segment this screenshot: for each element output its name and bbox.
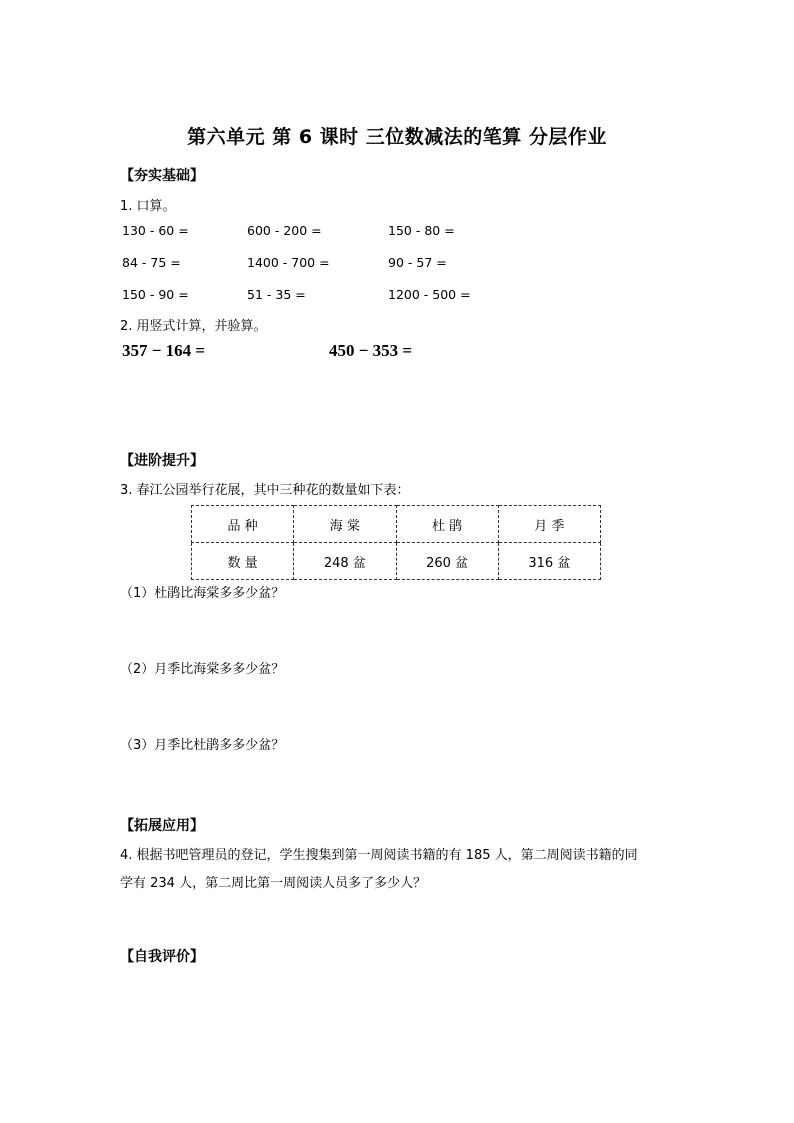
table-cell: 260 盆 [396,543,498,580]
section-basic-heading: 【夯实基础】 [120,168,204,184]
sub-question: （2）月季比海棠多多少盆？ [120,662,285,677]
mental-math-item: 150 - 80 = [388,223,455,238]
mental-math-item: 1400 - 700 = [247,255,330,270]
table-row [192,543,601,580]
sub-question: （1）杜鹃比海棠多多少盆？ [120,586,285,601]
table-cell: 316 盆 [498,543,600,580]
section-extend-heading: 【拓展应用】 [120,818,204,834]
mental-math-item: 90 - 57 = [388,255,447,270]
question-2-label: 2. 用竖式计算，并验算。 [120,319,267,334]
table-cell: 杜 鹃 [396,506,498,543]
mental-math-item: 84 - 75 = [122,255,181,270]
table-cell: 248 盆 [294,543,396,580]
table-cell: 海 棠 [294,506,396,543]
page-title: 第六单元 第 6 课时 三位数减法的笔算 分层作业 [187,126,607,148]
question-4-line: 学有 234 人，第二周比第一周阅读人员多了多少人？ [120,876,427,891]
question-1-label: 1. 口算。 [120,199,176,214]
table-cell: 数 量 [192,543,294,580]
section-advance-heading: 【进阶提升】 [120,453,204,469]
table-header-row [192,506,601,543]
mental-math-item: 150 - 90 = [122,287,189,302]
table-cell: 月 季 [498,506,600,543]
question-3-label: 3. 春江公园举行花展，其中三种花的数量如下表： [120,483,410,498]
vertical-calc-item: 450 − 353 = [329,341,413,360]
table-cell: 品 种 [192,506,294,543]
section-self-eval-heading: 【自我评价】 [120,949,204,965]
vertical-calc-item: 357 − 164 = [122,341,206,360]
mental-math-item: 51 - 35 = [247,287,306,302]
question-4-line: 4. 根据书吧管理员的登记，学生搜集到第一周阅读书籍的有 185 人，第二周阅读书籍的同 [120,848,638,863]
mental-math-item: 1200 - 500 = [388,287,471,302]
sub-question: （3）月季比杜鹃多多少盆？ [120,738,285,753]
flower-count-table [191,505,601,580]
mental-math-item: 130 - 60 = [122,223,189,238]
mental-math-item: 600 - 200 = [247,223,322,238]
